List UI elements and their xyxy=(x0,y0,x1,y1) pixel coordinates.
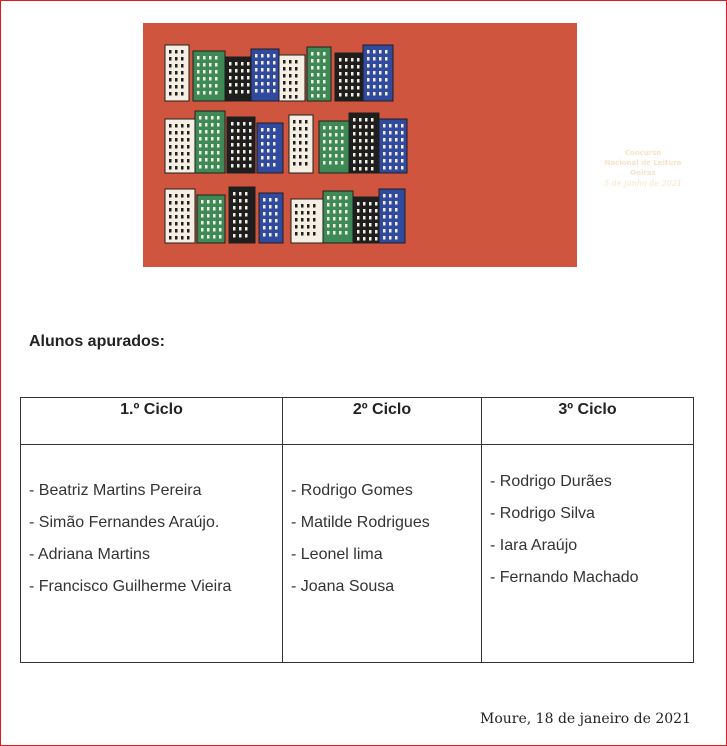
table-row xyxy=(21,445,694,663)
place-date-footer: Moure, 18 de janeiro de 2021 xyxy=(480,711,691,727)
student-list-3-ciclo xyxy=(482,445,693,594)
logo-block xyxy=(279,55,305,101)
list-item: - Rodrigo Gomes xyxy=(291,482,413,499)
contest-logo-illustration xyxy=(143,23,577,267)
list-item: - Iara Araújo xyxy=(490,537,578,554)
logo-block xyxy=(379,189,405,243)
column-header-2-ciclo: 2º Ciclo xyxy=(283,398,482,445)
student-list-1-ciclo xyxy=(21,445,282,603)
cell-3-ciclo xyxy=(482,445,694,663)
cell-1-ciclo xyxy=(21,445,283,663)
logo-block xyxy=(229,187,255,243)
list-item: - Joana Sousa xyxy=(291,578,395,595)
contest-banner xyxy=(143,23,683,267)
list-item: - Rodrigo Silva xyxy=(490,505,595,522)
logo-block xyxy=(349,113,379,173)
cell-2-ciclo xyxy=(283,445,482,663)
student-list-2-ciclo xyxy=(283,445,481,603)
list-item: - Leonel lima xyxy=(291,546,383,563)
logo-block xyxy=(195,111,225,173)
banner-info-date: 5 de junho de 2021 xyxy=(603,179,683,188)
list-item: - Francisco Guilherme Vieira xyxy=(29,578,232,595)
list-item: - Adriana Martins xyxy=(29,546,150,563)
list-item: - Rodrigo Durães xyxy=(490,473,612,490)
table-header-row xyxy=(21,398,694,445)
list-item: - Matilde Rodrigues xyxy=(291,514,430,531)
list-item: - Fernando Machado xyxy=(490,569,639,586)
list-item: - Simão Fernandes Araújo. xyxy=(29,514,220,531)
banner-info xyxy=(581,148,705,190)
banner-info-line2: Nacional de Leitura xyxy=(604,159,682,167)
logo-block xyxy=(257,123,283,173)
banner-info-line3: Oeiras xyxy=(630,169,656,177)
list-item: - Beatriz Martins Pereira xyxy=(29,482,202,499)
column-header-1-ciclo: 1.º Ciclo xyxy=(21,398,283,445)
section-heading: Alunos apurados: xyxy=(29,333,166,350)
column-header-3-ciclo: 3º Ciclo xyxy=(482,398,694,445)
students-table xyxy=(20,397,694,663)
banner-info-line1: Concurso xyxy=(624,149,662,157)
